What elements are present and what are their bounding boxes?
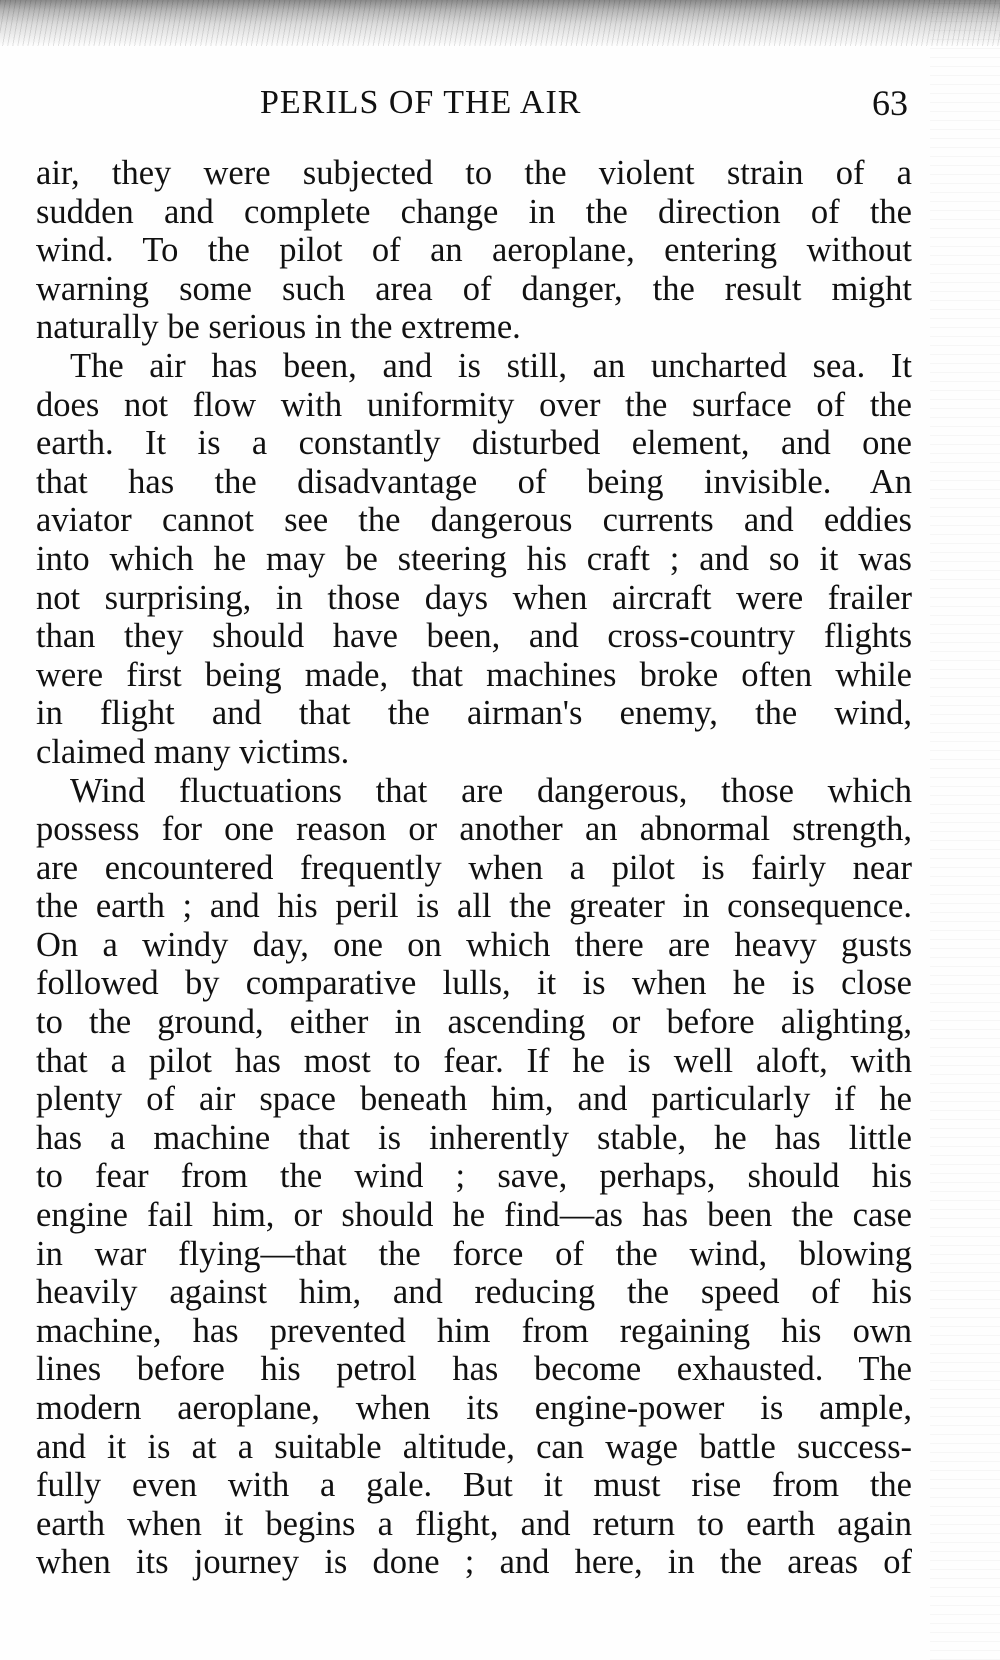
text-line: plenty of air space beneath him, and particularly if he (36, 1080, 912, 1119)
text-line: Wind fluctuations that are dangerous, those which (70, 771, 912, 810)
text-line: The air has been, and is still, an uncharted sea. It (70, 346, 912, 385)
text-line: were first being made, that machines broke often while (36, 655, 912, 694)
running-head (0, 78, 1000, 128)
page-number: 63 (872, 83, 908, 123)
text-line: and it is at a suitable altitude, can wage battle success- (36, 1427, 912, 1466)
scan-noise-right (930, 0, 1000, 1660)
text-line: wind. To the pilot of an aeroplane, entering without (36, 231, 912, 270)
text-line: that a pilot has most to fear. If he is well aloft, with (36, 1041, 912, 1080)
text-line: warning some such area of danger, the result might (36, 269, 912, 308)
text-line: when its journey is done ; and here, in the areas of (36, 1543, 912, 1582)
text-line: to fear from the wind ; save, perhaps, should his (36, 1157, 912, 1196)
body-text (36, 154, 912, 1582)
text-line: in war flying—that the force of the wind, blowing (36, 1234, 912, 1273)
text-line: fully even with a gale. But it must rise from the (36, 1466, 912, 1505)
text-line: are encountered frequently when a pilot is fairly near (36, 848, 912, 887)
scan-shadow-top (0, 0, 1000, 46)
text-line: into which he may be steering his craft ; and so it was (36, 539, 912, 578)
text-line: sudden and complete change in the direction of the (36, 192, 912, 231)
text-line: possess for one reason or another an abnormal strength, (36, 810, 912, 849)
text-line: naturally be serious in the extreme. (36, 308, 521, 347)
running-title: PERILS OF THE AIR (260, 84, 582, 121)
text-line: in flight and that the airman's enemy, the wind, (36, 694, 912, 733)
text-line: modern aeroplane, when its engine-power is ample, (36, 1389, 912, 1427)
text-line: On a windy day, one on which there are heavy gusts (36, 925, 912, 964)
text-line: aviator cannot see the dangerous currents and eddies (36, 501, 912, 540)
text-line: to the ground, either in ascending or before alighting, (36, 1003, 912, 1042)
text-line: air, they were subjected to the violent strain of a (36, 154, 912, 192)
text-line: machine, has prevented him from regaining his own (36, 1311, 912, 1350)
text-line: followed by comparative lulls, it is when he is close (36, 964, 912, 1003)
text-line: earth when it begins a flight, and return to earth again (36, 1504, 912, 1543)
text-line: the earth ; and his peril is all the greater in consequence. (36, 887, 912, 926)
text-line: that has the disadvantage of being invisible. An (36, 462, 912, 501)
text-line: lines before his petrol has become exhausted. The (36, 1350, 912, 1389)
text-line: earth. It is a constantly disturbed element, and one (36, 424, 912, 463)
text-line: engine fail him, or should he find—as has been the case (36, 1196, 912, 1235)
text-line: than they should have been, and cross-country flights (36, 617, 912, 656)
text-line: heavily against him, and reducing the speed of his (36, 1273, 912, 1312)
text-line: not surprising, in those days when aircraft were frailer (36, 578, 912, 617)
text-line: claimed many victims. (36, 732, 350, 771)
text-line: has a machine that is inherently stable, he has little (36, 1118, 912, 1157)
text-line: does not flow with uniformity over the surface of the (36, 385, 912, 424)
